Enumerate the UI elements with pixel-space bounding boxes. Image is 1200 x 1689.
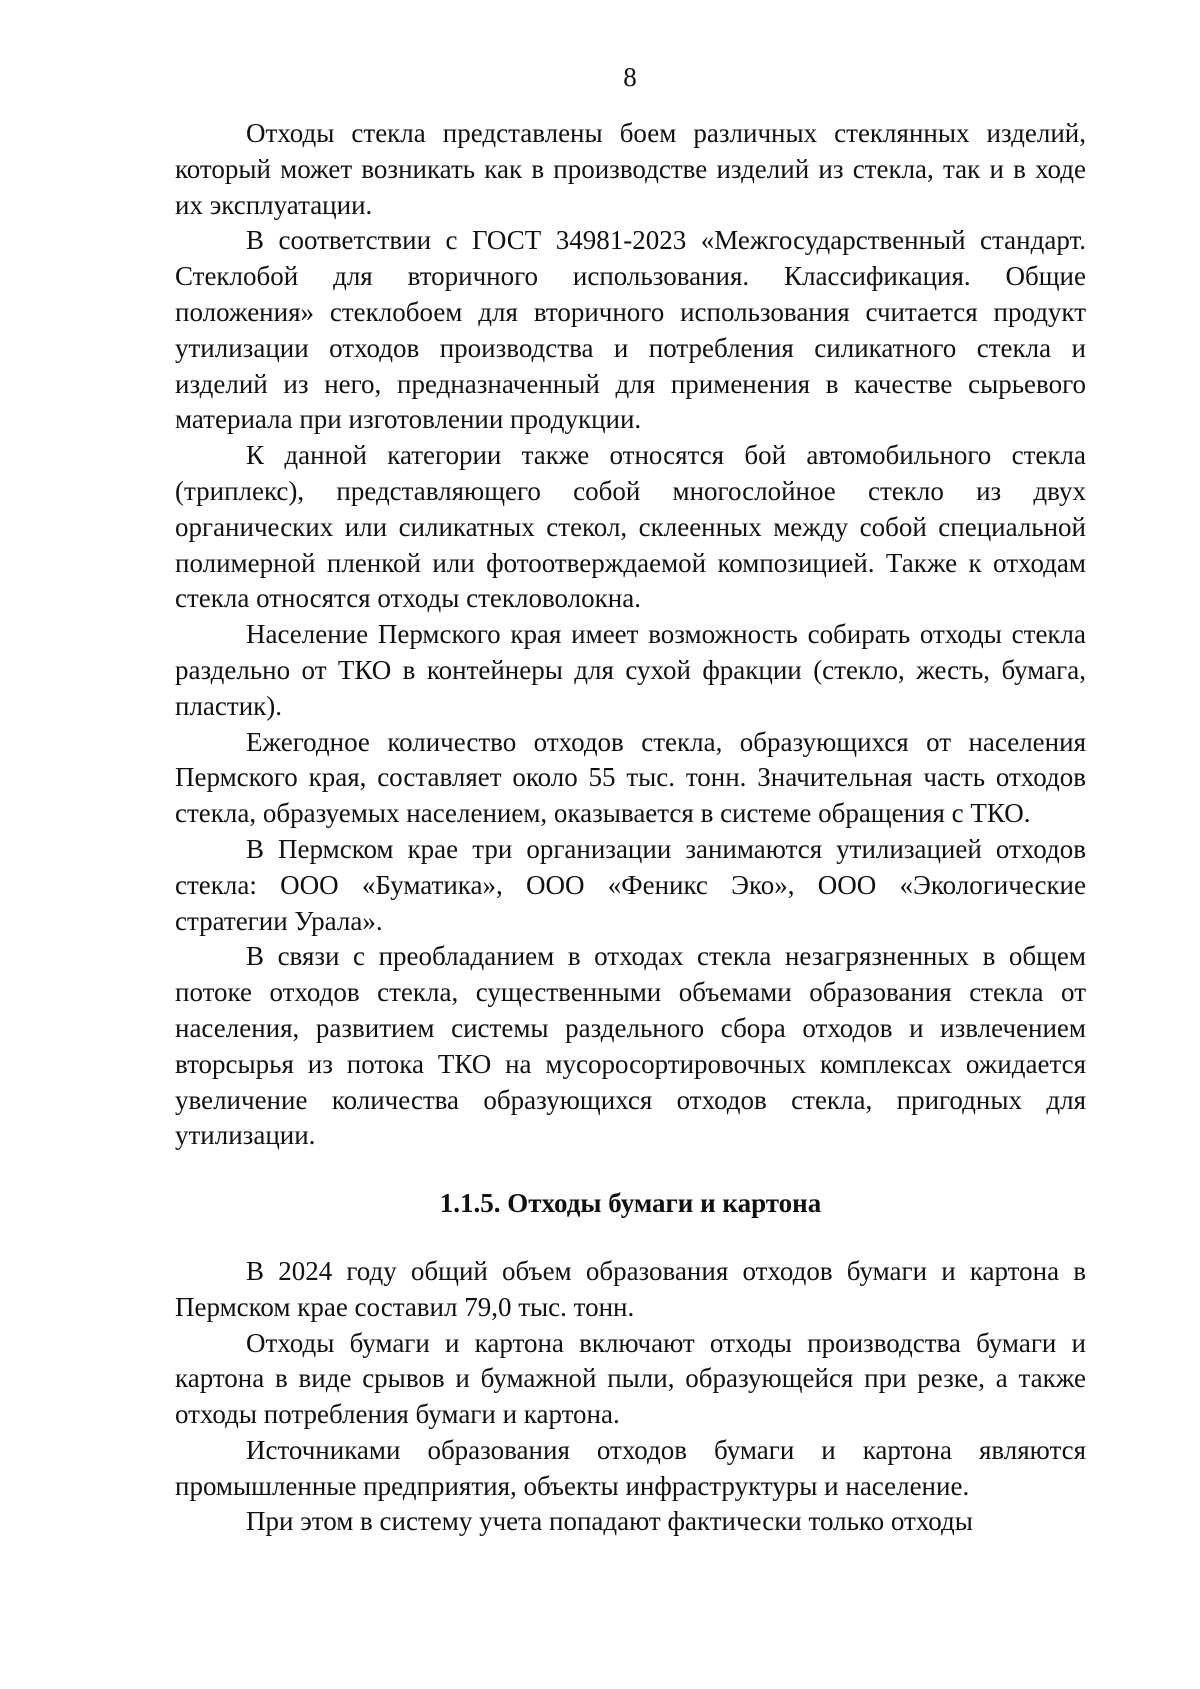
page-number: 8 (623, 62, 637, 92)
paragraph: Население Пермского края имеет возможность собирать отходы стекла раздельно от ТКО в контейнеры для сухой фракции (стекло, жесть, бумага, пластик). (175, 619, 1086, 721)
paragraph: Отходы бумаги и картона включают отходы производства бумаги и картона в виде срывов и бумажной пыли, образующейся при резке, а также отходы потребления бумаги и картона. (175, 1327, 1086, 1430)
paragraph: Источниками образования отходов бумаги и картона являются промышленные предприятия, объекты инфраструктуры и население. (175, 1434, 1086, 1501)
paragraph: К данной категории также относятся бой автомобильного стекла (триплекс), представляющего собой многослойное стекло из двух органических или силикатных стекол, склеенных между собой специальной полимерной пленкой или фотоотверждаемой композицией. Также к отходам стекла относятся отходы стекловолокна. (175, 440, 1086, 614)
paragraph: При этом в систему учета попадают фактически только отходы (246, 1506, 973, 1537)
paragraph: В соответствии с ГОСТ 34981-2023 «Межгосударственный стандарт. Стеклобой для вторичного использования. Классификация. Общие положения» стеклобоем для вторичного использования считается продукт утилизации отходов производства и потребления силикатного стекла и изделий из него, предназначенный для применения в качестве сырьевого материала при изготовлении продукции. (175, 225, 1086, 435)
paragraph: Отходы стекла представлены боем различных стеклянных изделий, который может возникать как в производстве изделий из стекла, так и в ходе их эксплуатации. (175, 118, 1086, 220)
document-body (175, 116, 1086, 1540)
section-heading: 1.1.5. Отходы бумаги и картона (439, 1188, 822, 1219)
paragraph: В связи с преобладанием в отходах стекла незагрязненных в общем потоке отходов стекла, существенными объемами образования стекла от населения, развитием системы раздельного сбора отходов и извлечением вторсырья из потока ТКО на мусоросортировочных комплексах ожидается увеличение количества образующихся отходов стекла, пригодных для утилизации. (175, 941, 1086, 1151)
paragraph: В 2024 году общий объем образования отходов бумаги и картона в Пермском крае составил 79,0 тыс. тонн. (175, 1255, 1086, 1322)
paragraph: В Пермском крае три организации занимаются утилизацией отходов стекла: ООО «Буматика», ООО «Феникс Эко», ООО «Экологические стратегии Урала». (175, 833, 1086, 936)
paragraph: Ежегодное количество отходов стекла, образующихся от населения Пермского края, составляет около 55 тыс. тонн. Значительная часть отходов стекла, образуемых населением, оказывается в системе обращения с ТКО. (175, 726, 1086, 829)
